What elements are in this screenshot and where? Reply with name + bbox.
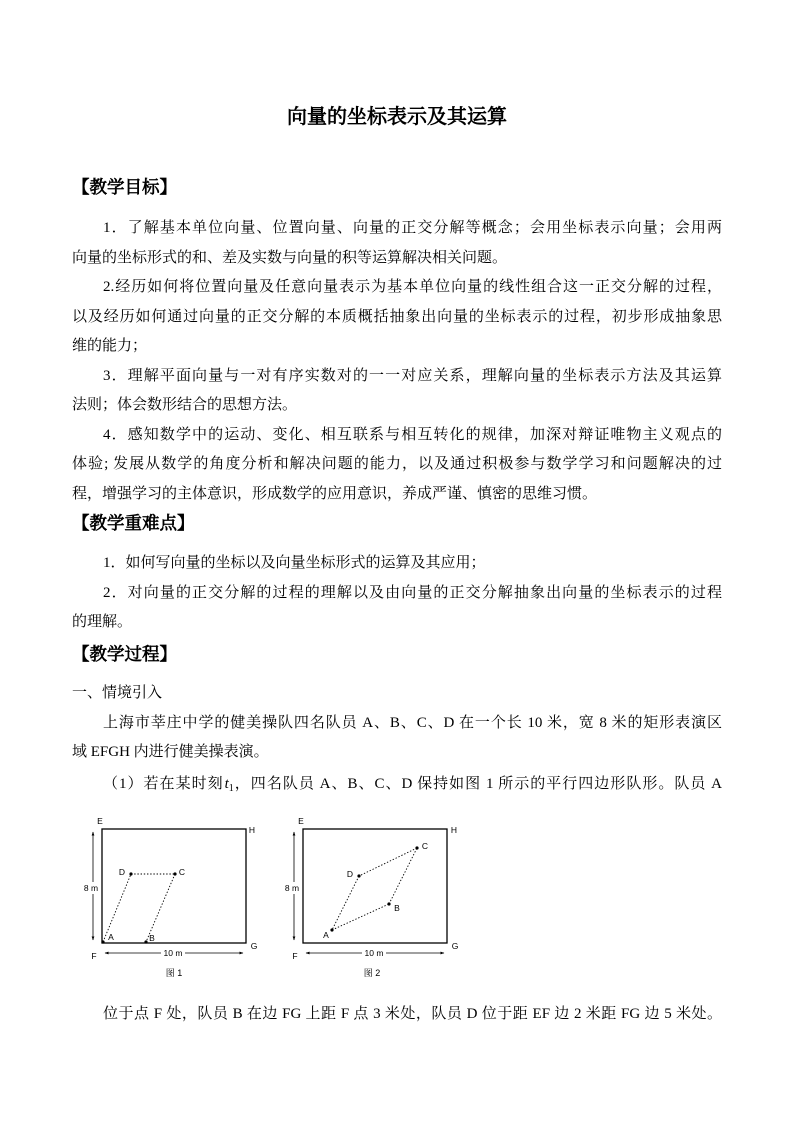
figure-2-corner-F: F xyxy=(292,951,298,961)
objective-2-line-2: 以及经历如何通过向量的正交分解的本质概括抽象出向量的坐标表示的过程，初步形成抽象思 xyxy=(72,308,722,325)
figures-svg xyxy=(0,808,794,988)
figure-1-label-B: B xyxy=(149,933,155,943)
objective-3-line-1: 3．理解平面向量与一对有序实数对的一一对应关系，理解向量的坐标表示方法及其运算 xyxy=(103,367,722,384)
figure-1-stage-rect xyxy=(102,829,246,943)
key-point-1-line-1: 1．如何写向量的坐标以及向量坐标形式的运算及其应用； xyxy=(103,555,486,571)
figure-1-point-C xyxy=(173,872,176,875)
objective-4-line-1: 4．感知数学中的运动、变化、相互联系与相互转化的规律，加深对辩证唯物主义观点的 xyxy=(103,426,722,443)
figure-1-corner-G: G xyxy=(250,941,258,951)
question-1-suffix: ，四名队员 A、B、C、D 保持如图 1 所示的平行四边形队形。队员 A xyxy=(233,776,722,792)
figure-2-label-D: D xyxy=(346,869,354,879)
figure-1-label-D: D xyxy=(118,867,126,877)
figure-2 xyxy=(284,816,458,978)
figure-1-corner-F: F xyxy=(91,951,97,961)
objectives-list xyxy=(72,214,722,509)
figure-1-point-D xyxy=(129,872,132,875)
process-subheading: 一、情境引入 xyxy=(72,685,163,701)
key-point-2-line-1: 2．对向量的正交分解的过程的理解以及由向量的正交分解抽象出向量的坐标表示的过程 xyxy=(103,584,722,601)
objective-1-line-1: 1．了解基本单位向量、位置向量、向量的正交分解等概念；会用坐标表示向量；会用两 xyxy=(103,220,722,236)
continuation-section xyxy=(72,1000,722,1030)
objective-1-line-2: 向量的坐标形式的和、差及实数与向量的积等运算解决相关问题。 xyxy=(72,249,508,266)
objective-2-line-1: 2.经历如何将位置向量及任意向量表示为基本单位向量的线性组合这一正交分解的过程， xyxy=(103,279,722,295)
intro-line-2: 域 EFGH 内进行健美操表演。 xyxy=(72,744,269,760)
objective-4-line-2: 体验; 发展从数学的角度分析和解决问题的能力，以及通过积极参与数学学习和问题解决的过 xyxy=(72,456,722,472)
figure-1-height-label: 8 m xyxy=(83,883,99,893)
figure-2-height-label: 8 m xyxy=(284,883,300,893)
figure-2-caption: 图 2 xyxy=(363,968,381,978)
key-point-2-line-2: 的理解。 xyxy=(72,614,133,630)
figure-1-label-C: C xyxy=(178,867,186,877)
time-variable: t xyxy=(224,776,229,792)
question-1-line xyxy=(72,770,722,800)
figure-2-point-D xyxy=(357,874,360,877)
figure-2-label-A: A xyxy=(323,930,329,940)
figure-2-edge-DA xyxy=(332,876,359,930)
figure-2-width-label: 10 m xyxy=(364,948,384,958)
figure-2-corner-E: E xyxy=(298,816,304,826)
key-points-list xyxy=(72,549,722,638)
figure-2-label-B: B xyxy=(394,903,400,913)
figure-2-point-A xyxy=(330,928,333,931)
process-heading: 【教学过程】 xyxy=(72,644,177,664)
page-title: 向量的坐标表示及其运算 xyxy=(287,106,507,128)
figure-1-width-label: 10 m xyxy=(163,948,183,958)
figure-2-label-C: C xyxy=(421,841,429,851)
objective-3-line-2: 法则；体会数形结合的思想方法。 xyxy=(72,397,298,413)
intro-line-1: 上海市莘庄中学的健美操队四名队员 A、B、C、D 在一个长 10 米，宽 8 米的矩形表演区 xyxy=(103,714,722,731)
continuation-line: 位于点 F 处，队员 B 在边 FG 上距 F 点 3 米处，队员 D 位于距 EF 边 2 米距 FG 边 5 米处。 xyxy=(103,1006,722,1022)
objectives-heading: 【教学目标】 xyxy=(72,177,177,197)
figure-1 xyxy=(83,816,257,978)
figure-2-edge-CD xyxy=(359,848,417,876)
figure-1-corner-H: H xyxy=(248,825,256,835)
objective-4-line-3: 程，增强学习的主体意识，形成数学的应用意识，养成严谨、慎密的思维习惯。 xyxy=(72,485,598,502)
figure-2-edge-BC xyxy=(389,848,417,904)
figure-2-corner-G: G xyxy=(451,941,459,951)
figure-1-point-B xyxy=(144,940,147,943)
time-variable-subscript: 1 xyxy=(228,783,234,794)
figure-2-edge-AB xyxy=(332,904,389,930)
objectives-section xyxy=(72,173,722,509)
process-section xyxy=(72,640,722,800)
figure-1-point-A xyxy=(101,940,104,943)
figure-1-edge-CB xyxy=(146,874,175,942)
figure-1-caption: 图 1 xyxy=(165,968,183,978)
question-1-prefix: （1）若在某时刻 xyxy=(103,776,224,792)
figure-2-corner-H: H xyxy=(450,825,458,835)
figure-2-point-C xyxy=(415,846,418,849)
objective-2-line-3: 维的能力； xyxy=(72,338,148,354)
key-points-heading: 【教学重难点】 xyxy=(72,513,195,533)
key-points-section xyxy=(72,509,722,638)
figure-1-label-A: A xyxy=(108,932,114,942)
figure-2-point-B xyxy=(387,902,390,905)
figure-1-corner-E: E xyxy=(97,816,103,826)
